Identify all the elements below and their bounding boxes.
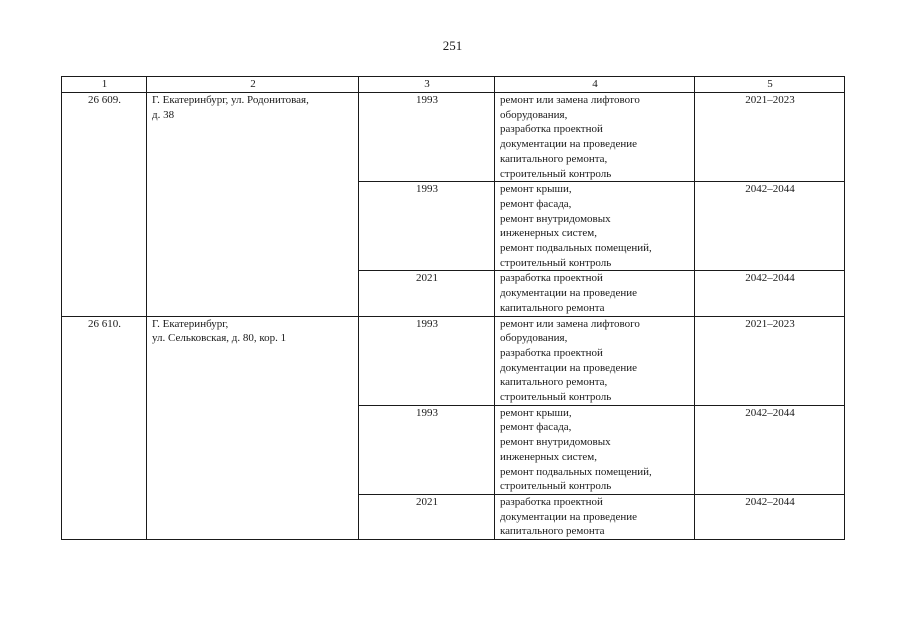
table-row xyxy=(62,316,845,405)
work-line: оборудования, xyxy=(500,332,568,345)
page-number: 251 xyxy=(442,38,463,53)
work-line: капитального ремонта, xyxy=(500,152,608,165)
work-line: ремонт или замена лифтового xyxy=(500,317,640,330)
column-header-1: 1 xyxy=(62,77,147,93)
work-line: ремонт или замена лифтового xyxy=(500,94,640,106)
column-header-3: 3 xyxy=(359,77,495,93)
commission-year: 1993 xyxy=(359,182,495,271)
planned-period: 2042–2044 xyxy=(695,494,845,539)
work-types xyxy=(495,182,695,271)
address-line: ул. Сельковская, д. 80, кор. 1 xyxy=(152,332,287,345)
column-number-row xyxy=(62,77,845,93)
work-line: документации на проведение xyxy=(500,361,638,374)
work-line: строительный контроль xyxy=(500,167,612,180)
work-line: документации на проведение xyxy=(500,138,638,151)
work-line: ремонт крыши, xyxy=(500,183,572,196)
work-line: разработка проектной xyxy=(500,123,603,136)
work-types xyxy=(495,494,695,539)
work-line: документации на проведение xyxy=(500,510,638,523)
work-line: инженерных систем, xyxy=(500,227,597,240)
work-line: ремонт крыши, xyxy=(500,406,572,419)
commission-year: 2021 xyxy=(359,271,495,316)
building-number: 26 609. xyxy=(62,93,147,317)
commission-year: 1993 xyxy=(359,93,495,182)
work-line: строительный контроль xyxy=(500,256,612,269)
work-line: капитального ремонта xyxy=(500,525,605,538)
work-line: разработка проектной xyxy=(500,495,603,508)
planned-period: 2021–2023 xyxy=(695,93,845,182)
work-types xyxy=(495,93,695,182)
address-line: Г. Екатеринбург, ул. Родонитовая, xyxy=(152,94,309,106)
work-line: оборудования, xyxy=(500,108,568,121)
column-header-4: 4 xyxy=(495,77,695,93)
work-line: разработка проектной xyxy=(500,346,603,359)
work-types xyxy=(495,405,695,494)
work-line: документации на проведение xyxy=(500,287,638,300)
address-line: д. 38 xyxy=(152,108,175,121)
commission-year: 1993 xyxy=(359,316,495,405)
work-line: строительный контроль xyxy=(500,480,612,493)
work-line: ремонт внутридомовых xyxy=(500,212,611,225)
building-address xyxy=(147,93,359,317)
work-line: инженерных систем, xyxy=(500,450,597,463)
work-line: ремонт подвальных помещений, xyxy=(500,465,652,478)
building-address xyxy=(147,316,359,540)
work-line: ремонт фасада, xyxy=(500,197,572,210)
work-line: ремонт подвальных помещений, xyxy=(500,242,652,255)
planned-period: 2021–2023 xyxy=(695,316,845,405)
building-number: 26 610. xyxy=(62,316,147,540)
planned-period: 2042–2044 xyxy=(695,182,845,271)
planned-period: 2042–2044 xyxy=(695,271,845,316)
work-line: строительный контроль xyxy=(500,391,612,404)
capital-repair-table xyxy=(61,76,845,540)
work-line: ремонт внутридомовых xyxy=(500,436,611,449)
planned-period: 2042–2044 xyxy=(695,405,845,494)
address-line: Г. Екатеринбург, xyxy=(152,317,229,330)
table-row xyxy=(62,93,845,182)
column-header-5: 5 xyxy=(695,77,845,93)
work-line: капитального ремонта xyxy=(500,301,605,314)
work-types xyxy=(495,316,695,405)
work-line: разработка проектной xyxy=(500,272,603,285)
work-line: ремонт фасада, xyxy=(500,421,572,434)
work-line: капитального ремонта, xyxy=(500,376,608,389)
commission-year: 1993 xyxy=(359,405,495,494)
work-types xyxy=(495,271,695,316)
column-header-2: 2 xyxy=(147,77,359,93)
commission-year: 2021 xyxy=(359,494,495,539)
